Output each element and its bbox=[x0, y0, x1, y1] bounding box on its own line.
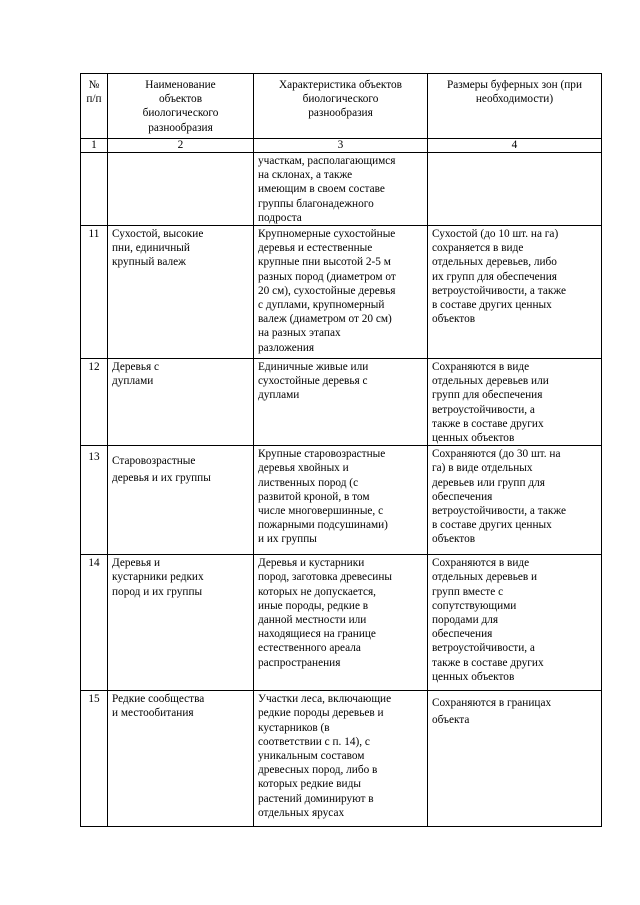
table-row-14 bbox=[81, 555, 602, 691]
row-object-name: Деревья с дуплами bbox=[108, 359, 254, 446]
biodiversity-objects-table bbox=[80, 73, 602, 827]
row-object-name: Сухостой, высокие пни, единичный крупный валеж bbox=[108, 226, 254, 359]
row-number bbox=[81, 153, 108, 226]
row-object-name: Старовозрастные деревья и их группы bbox=[108, 446, 254, 555]
header-characteristics: Характеристика объектов биологического разнообразия bbox=[254, 74, 428, 139]
table-row-13 bbox=[81, 446, 602, 555]
column-number: 2 bbox=[108, 139, 254, 153]
row-number: 14 bbox=[81, 555, 108, 691]
row-number: 15 bbox=[81, 691, 108, 827]
table-row-11 bbox=[81, 226, 602, 359]
row-object-name bbox=[108, 153, 254, 226]
row-buffer-zone: Сохраняются в границах объекта bbox=[428, 691, 602, 827]
row-characteristics: Единичные живые или сухостойные деревья с дуплами bbox=[254, 359, 428, 446]
row-characteristics: Крупномерные сухостойные деревья и естественные крупные пни высотой 2-5 м разных пород (диаметром от 20 см), сухостойные деревья с дуплами, крупномерный валеж (диаметром от 20 см) на разных этапах разложения bbox=[254, 226, 428, 359]
column-number: 1 bbox=[81, 139, 108, 153]
header-object-name: Наименование объектов биологического разнообразия bbox=[108, 74, 254, 139]
row-buffer-zone: Сохраняются в виде отдельных деревьев и групп вместе с сопутствующими породами для обеспечения ветроустойчивости, а также в составе других ценных объектов bbox=[428, 555, 602, 691]
row-buffer-zone: Сохраняются в виде отдельных деревьев или групп для обеспечения ветроустойчивости, а также в составе других ценных объектов bbox=[428, 359, 602, 446]
row-object-name: Деревья и кустарники редких пород и их группы bbox=[108, 555, 254, 691]
row-number: 13 bbox=[81, 446, 108, 555]
row-characteristics: участкам, располагающимся на склонах, а также имеющим в своем составе группы благонадежного подроста bbox=[254, 153, 428, 226]
header-number: № п/п bbox=[81, 74, 108, 139]
row-object-name: Редкие сообщества и местообитания bbox=[108, 691, 254, 827]
table-row-15 bbox=[81, 691, 602, 827]
table-row-continuation bbox=[81, 153, 602, 226]
column-number: 3 bbox=[254, 139, 428, 153]
table-header-row bbox=[81, 74, 602, 139]
column-number: 4 bbox=[428, 139, 602, 153]
column-number-row bbox=[81, 139, 602, 153]
row-buffer-zone: Сухостой (до 10 шт. на га) сохраняется в виде отдельных деревьев, либо их групп для обеспечения ветроустойчивости, а также в составе других ценных объектов bbox=[428, 226, 602, 359]
row-characteristics: Участки леса, включающие редкие породы деревьев и кустарников (в соответствии с п. 14), с уникальным составом древесных пород, либо в которых редкие виды растений доминируют в отдельных ярусах bbox=[254, 691, 428, 827]
row-characteristics: Деревья и кустарники пород, заготовка древесины которых не допускается, иные породы, редкие в данной местности или находящиеся на границе естественного ареала распространения bbox=[254, 555, 428, 691]
header-buffer-zones: Размеры буферных зон (при необходимости) bbox=[428, 74, 602, 139]
row-characteristics: Крупные старовозрастные деревья хвойных и лиственных пород (с развитой кроной, в том числе многовершинные, с пожарными подсушинами) и их группы bbox=[254, 446, 428, 555]
row-number: 12 bbox=[81, 359, 108, 446]
row-buffer-zone bbox=[428, 153, 602, 226]
row-number: 11 bbox=[81, 226, 108, 359]
row-buffer-zone: Сохраняются (до 30 шт. на га) в виде отдельных деревьев или групп для обеспечения ветроустойчивости, а также в составе других ценных объектов bbox=[428, 446, 602, 555]
table-row-12 bbox=[81, 359, 602, 446]
